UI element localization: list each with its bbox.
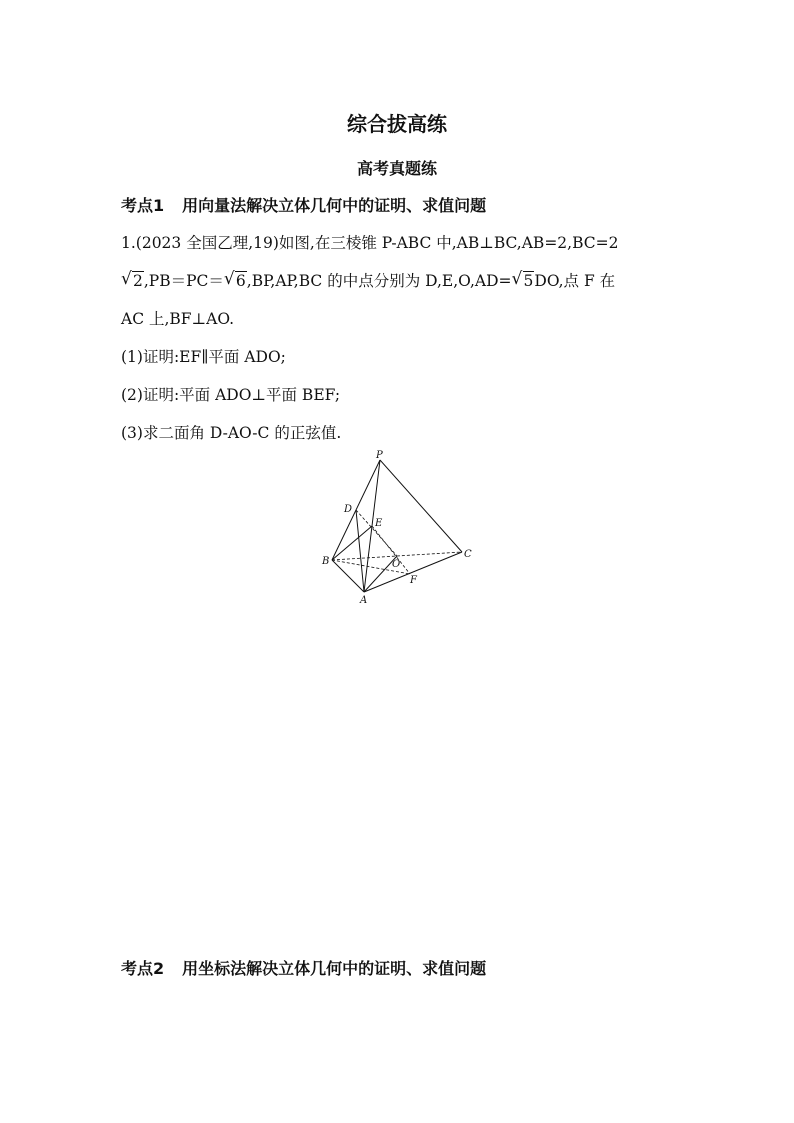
label-C: C [464, 549, 472, 560]
radicand: 5 [523, 272, 534, 290]
topic-2-heading [121, 956, 486, 979]
topic-2-label: 考点2 [121, 959, 165, 978]
problem-1-part-3: (3)求二面角 D-AO-C 的正弦值. [121, 424, 342, 442]
pyramid-figure [318, 448, 478, 608]
segment-DO [356, 510, 397, 556]
topic-1-heading [121, 193, 486, 216]
problem-1-part-2: (2)证明:平面 ADO⊥平面 BEF; [121, 386, 341, 404]
radicand: 6 [235, 272, 246, 290]
topic-1-title: 用向量法解决立体几何中的证明、求值问题 [182, 196, 487, 215]
problem-1-part-1: (1)证明:EF∥平面 ADO; [121, 348, 286, 366]
topic-1-label: 考点1 [121, 196, 165, 215]
problem-1-line-3: AC 上,BF⊥AO. [121, 310, 235, 328]
sqrt-expression [225, 270, 247, 292]
label-F: F [410, 575, 417, 586]
section-subtitle: 高考真题练 [356, 159, 437, 178]
segment-BE [332, 526, 372, 560]
label-P: P [376, 450, 383, 461]
text-segment: DO,点 F 在 [534, 272, 616, 290]
sqrt-expression [513, 270, 535, 292]
topic-2-title: 用坐标法解决立体几何中的证明、求值问题 [182, 959, 487, 978]
label-E: E [375, 518, 383, 529]
label-O: O [392, 559, 401, 570]
edge-PC [380, 460, 462, 552]
radicand: 2 [133, 272, 143, 290]
label-B: B [322, 556, 330, 567]
label-D: D [344, 504, 353, 515]
segment-DA [356, 510, 364, 592]
label-A: A [360, 595, 368, 606]
page-title: 综合拔高练 [347, 112, 447, 136]
problem-1-line-1: 1.(2023 全国乙理,19)如图,在三棱锥 P-ABC 中,AB⊥BC,AB=2,BC=2 [121, 234, 619, 252]
sqrt-expression [122, 270, 144, 292]
text-segment: ,PB＝PC＝ [143, 272, 224, 290]
problem-1-line-2 [121, 270, 615, 292]
text-segment: ,BP,AP,BC 的中点分别为 D,E,O,AD= [246, 272, 512, 290]
solid-edges [332, 460, 462, 592]
segment-EF [372, 526, 410, 574]
edge-AC [364, 552, 462, 592]
